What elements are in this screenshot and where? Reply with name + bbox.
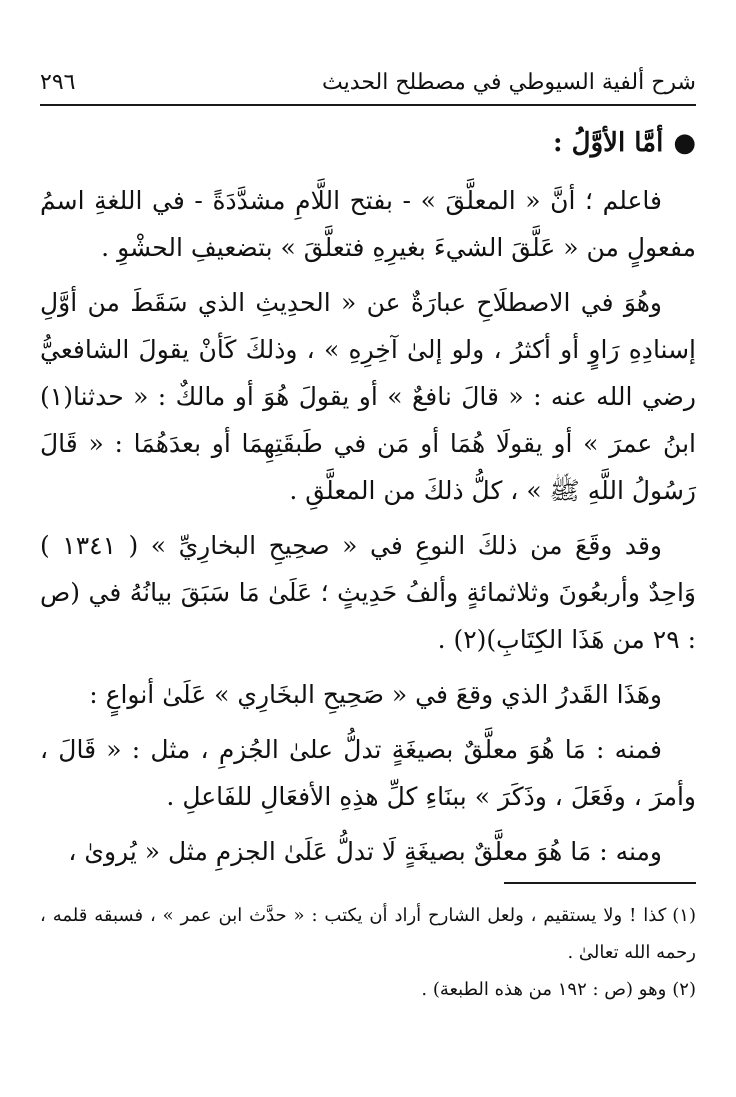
footnote-1-number: (١) bbox=[672, 905, 696, 926]
paragraph-count-in-bukhari: وقد وقَعَ من ذلكَ النوعِ في « صحِيحِ البخارِيِّ » ( ١٣٤١ ) وَاحِدٌ وأربعُونَ وثلاثمائةٍ وألفُ حَدِيثٍ ؛ عَلَىٰ مَا سَبَقَ بيانُهُ في (ص : ٢٩ من هَذَا الكِتَابِ)(٢) . bbox=[40, 531, 696, 654]
footnote-2 bbox=[40, 971, 696, 1008]
page-number: ٢٩٦ bbox=[40, 69, 76, 95]
paragraph-types-intro: وهَذَا القَدرُ الذي وقعَ في « صَحِيحِ البخَارِي » عَلَىٰ أنواعٍ : bbox=[89, 680, 662, 709]
footnote-2-number: (٢) bbox=[672, 979, 696, 1000]
paragraph-type-indefinite: ومنه : مَا هُوَ معلَّقٌ بصيغَةٍ لَا تدلُّ عَلَىٰ الجزمِ مثل « يُروىٰ ، bbox=[68, 837, 662, 866]
section-heading-text: أمَّا الأوَّلُ : bbox=[553, 128, 664, 158]
paragraph-definition-terminology: وهُوَ في الاصطلَاحِ عبارَةٌ عن « الحدِيثِ الذي سَقَطَ من أوَّلِ إسنادِهِ رَاوٍ أو أكثرُ ، ولو إلىٰ آخِرِهِ » ، وذلكَ كَأنْ يقولَ الشافعيُّ رضي الله عنه : « قالَ نافعٌ » أو يقولَ هُوَ أو مالكٌ : « حدثنا(١) ابنُ عمرَ » أو يقولَا هُمَا أو مَن في طَبقَتِهِمَا أو بعدَهُمَا : « قَالَ رَسُولُ اللَّهِ ﷺ » ، كلُّ ذلكَ من المعلَّقِ . bbox=[40, 288, 696, 505]
running-header bbox=[40, 62, 696, 102]
footnote-1 bbox=[40, 897, 696, 971]
section-heading bbox=[40, 120, 696, 167]
paragraph-definition-language: فاعلم ؛ أنَّ « المعلَّقَ » - بفتح اللَّامِ مشدَّدَةً - في اللغةِ اسمُ مفعولٍ من « عَلَّقَ الشيءَ بغيرِهِ فتعلَّقَ » بتضعيفِ الحشْوِ . bbox=[40, 186, 696, 262]
footnotes bbox=[40, 897, 696, 1008]
footnote-1-text: كذا ! ولا يستقيم ، ولعل الشارح أراد أن يكتب : « حدَّث ابن عمر » ، فسبقه قلمه ، رحمه الله تعالىٰ . bbox=[40, 905, 696, 963]
running-title: شرح ألفية السيوطي في مصطلح الحديث bbox=[322, 69, 696, 95]
bullet-icon: ● bbox=[673, 128, 696, 158]
header-divider bbox=[40, 104, 696, 106]
paragraph-type-definite: فمنه : مَا هُوَ معلَّقٌ بصيغَةٍ تدلُّ علىٰ الجُزمِ ، مثل : « قَالَ ، وأمرَ ، وفَعَلَ ، وذَكَرَ » ببنَاءِ كلِّ هذِهِ الأفعَالِ للفَاعلِ . bbox=[40, 735, 696, 811]
footnote-divider bbox=[504, 882, 696, 884]
main-text bbox=[40, 120, 696, 883]
footnote-2-text: وهو (ص : ١٩٢ من هذه الطبعة) . bbox=[421, 979, 667, 1000]
